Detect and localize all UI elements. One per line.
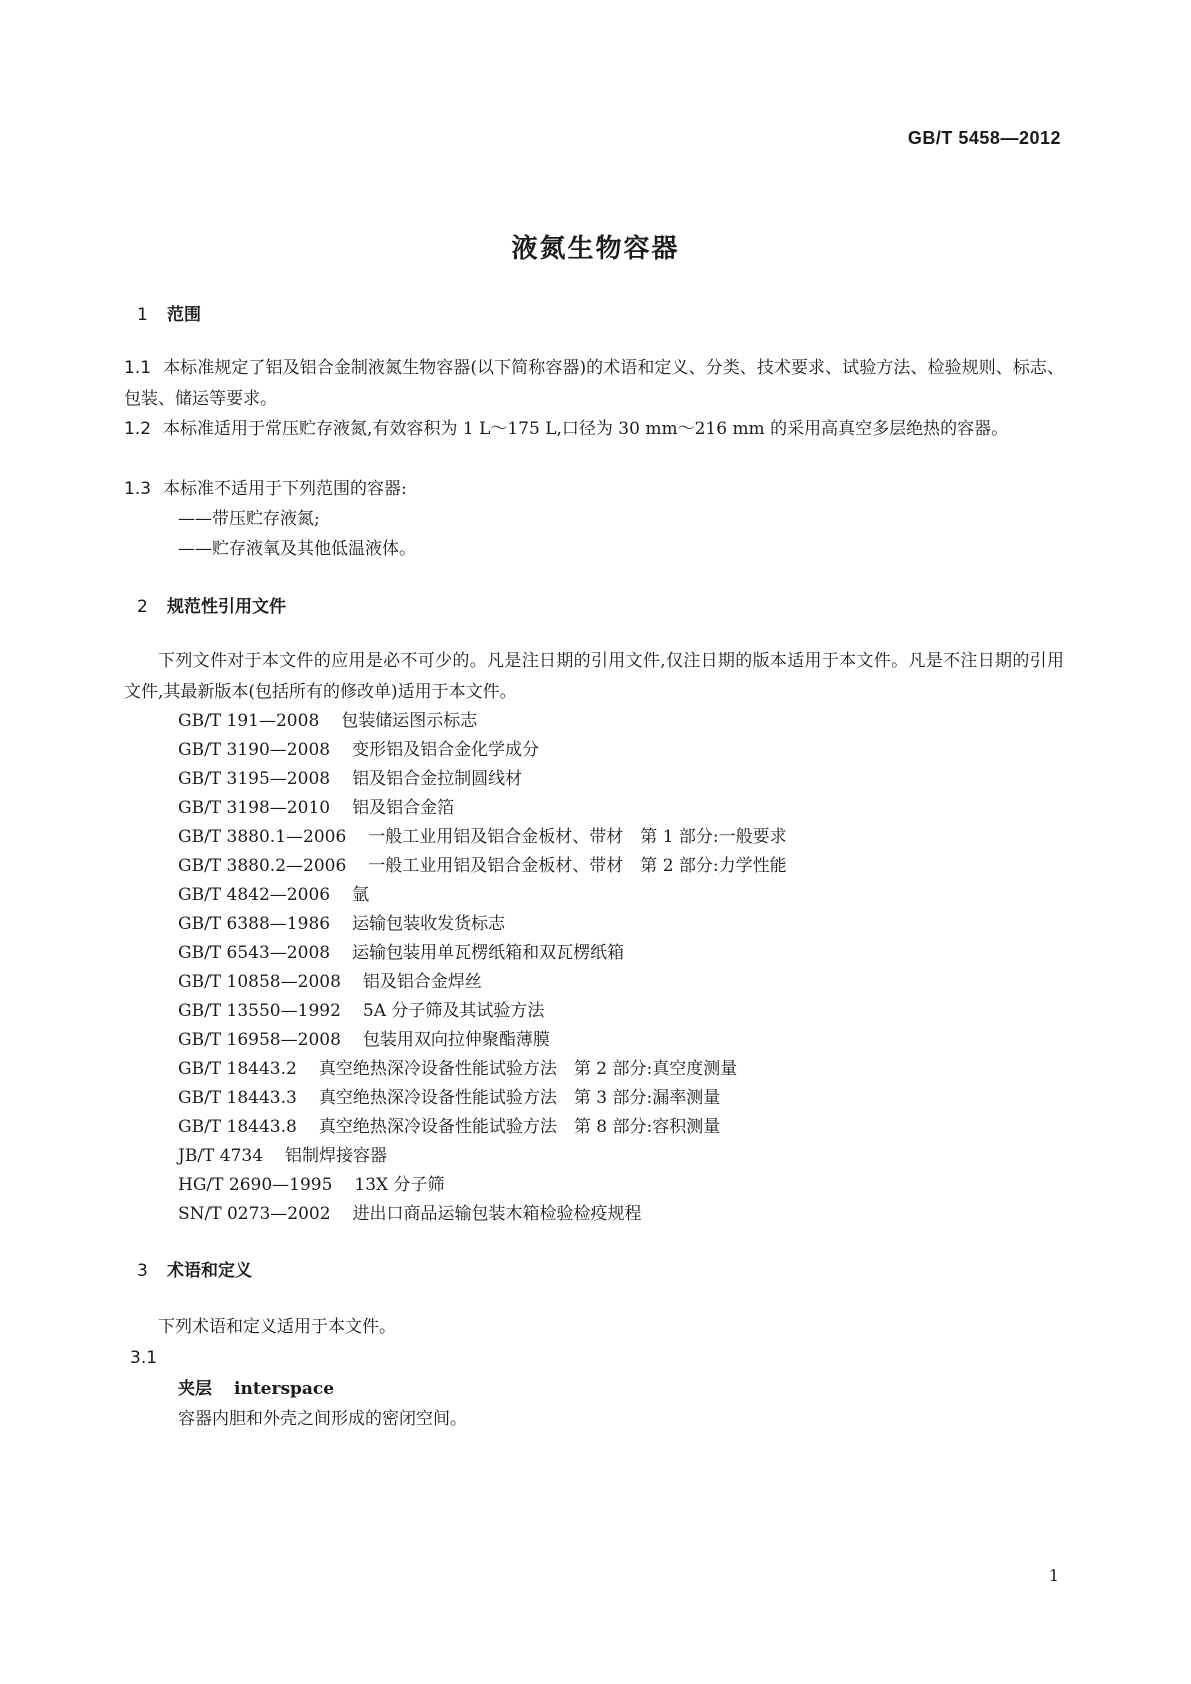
reference-item xyxy=(178,1170,445,1195)
document-title: 液氮生物容器 xyxy=(511,234,680,264)
reference-item xyxy=(178,996,544,1021)
reference-code: GB/T 3198—2010 xyxy=(178,798,331,818)
reference-item xyxy=(178,706,477,731)
reference-item xyxy=(178,967,482,992)
term-english: interspace xyxy=(234,1379,335,1399)
reference-item xyxy=(178,793,454,818)
section-3-heading xyxy=(137,1256,252,1281)
reference-code: GB/T 3195—2008 xyxy=(178,769,331,789)
exclusion-item: ——带压贮存液氮; xyxy=(178,509,320,529)
reference-title: 运输包装用单瓦楞纸箱和双瓦楞纸箱 xyxy=(352,943,625,963)
clause-1-1 xyxy=(124,353,1064,415)
reference-item xyxy=(178,880,369,905)
reference-item xyxy=(178,1112,720,1137)
section-number: 2 xyxy=(137,597,148,617)
reference-title: 运输包装收发货标志 xyxy=(352,914,506,934)
term-definition: 容器内胆和外壳之间形成的密闭空间。 xyxy=(178,1409,467,1429)
reference-item xyxy=(178,764,522,789)
reference-item xyxy=(178,909,505,934)
reference-item xyxy=(178,938,624,963)
reference-title: 进出口商品运输包装木箱检验检疫规程 xyxy=(352,1204,642,1224)
reference-title: 铝制焊接容器 xyxy=(285,1146,388,1166)
clause-number: 1.3 xyxy=(124,479,152,499)
reference-title: 真空绝热深冷设备性能试验方法 第 2 部分:真空度测量 xyxy=(318,1059,738,1079)
reference-item xyxy=(178,1025,550,1050)
section-number: 1 xyxy=(137,305,148,325)
reference-code: HG/T 2690—1995 xyxy=(178,1175,333,1195)
reference-item xyxy=(178,1199,642,1224)
section-title: 规范性引用文件 xyxy=(167,597,286,617)
clause-text: 本标准适用于常压贮存液氮,有效容积为 1 L～175 L,口径为 30 mm～216 mm 的采用高真空多层绝热的容器。 xyxy=(163,419,1009,439)
term-number: 3.1 xyxy=(130,1348,158,1368)
reference-code: GB/T 18443.8 xyxy=(178,1117,297,1137)
clause-text: 本标准规定了铝及铝合金制液氮生物容器(以下简称容器)的术语和定义、分类、技术要求、试验方法、检验规则、标志、包装、储运等要求。 xyxy=(124,358,1064,409)
term-name xyxy=(178,1374,334,1399)
reference-code: GB/T 3190—2008 xyxy=(178,740,331,760)
reference-title: 氩 xyxy=(352,885,370,905)
page-number: 1 xyxy=(1048,1566,1059,1585)
reference-code: GB/T 10858—2008 xyxy=(178,972,341,992)
clause-text: 本标准不适用于下列范围的容器: xyxy=(163,479,407,499)
reference-item xyxy=(178,1054,737,1079)
section-title: 术语和定义 xyxy=(167,1261,252,1281)
reference-code: GB/T 3880.1—2006 xyxy=(178,827,347,847)
reference-title: 变形铝及铝合金化学成分 xyxy=(352,740,540,760)
reference-code: GB/T 3880.2—2006 xyxy=(178,856,347,876)
section-number: 3 xyxy=(137,1261,148,1281)
standard-number: GB/T 5458—2012 xyxy=(907,128,1061,148)
clause-1-3 xyxy=(124,474,1064,505)
reference-title: 真空绝热深冷设备性能试验方法 第 3 部分:漏率测量 xyxy=(318,1088,721,1108)
reference-title: 铝及铝合金箔 xyxy=(352,798,455,818)
reference-title: 一般工业用铝及铝合金板材、带材 第 1 部分:一般要求 xyxy=(368,827,787,847)
term-chinese: 夹层 xyxy=(178,1379,212,1399)
reference-title: 铝及铝合金焊丝 xyxy=(362,972,482,992)
section-2-intro: 下列文件对于本文件的应用是必不可少的。凡是注日期的引用文件,仅注日期的版本适用于本文件。凡是不注日期的引用文件,其最新版本(包括所有的修改单)适用于本文件。 xyxy=(124,651,1064,702)
reference-item xyxy=(178,851,787,876)
section-3-intro: 下列术语和定义适用于本文件。 xyxy=(158,1317,396,1337)
reference-code: GB/T 6388—1986 xyxy=(178,914,331,934)
reference-code: GB/T 18443.2 xyxy=(178,1059,297,1079)
reference-title: 一般工业用铝及铝合金板材、带材 第 2 部分:力学性能 xyxy=(368,856,787,876)
section-title: 范围 xyxy=(167,305,201,325)
reference-code: SN/T 0273—2002 xyxy=(178,1204,331,1224)
reference-title: 真空绝热深冷设备性能试验方法 第 8 部分:容积测量 xyxy=(318,1117,721,1137)
clause-number: 1.1 xyxy=(124,358,152,378)
reference-code: GB/T 13550—1992 xyxy=(178,1001,341,1021)
reference-code: GB/T 6543—2008 xyxy=(178,943,331,963)
reference-item xyxy=(178,1083,720,1108)
section-2-heading xyxy=(137,592,286,617)
reference-code: GB/T 191—2008 xyxy=(178,711,320,731)
clause-number: 1.2 xyxy=(124,419,152,439)
reference-item xyxy=(178,735,539,760)
reference-title: 铝及铝合金拉制圆线材 xyxy=(352,769,523,789)
reference-item xyxy=(178,822,787,847)
reference-code: GB/T 16958—2008 xyxy=(178,1030,341,1050)
reference-title: 5A 分子筛及其试验方法 xyxy=(362,1001,545,1021)
reference-code: JB/T 4734 xyxy=(178,1146,264,1166)
reference-code: GB/T 4842—2006 xyxy=(178,885,331,905)
reference-code: GB/T 18443.3 xyxy=(178,1088,297,1108)
reference-title: 包装用双向拉伸聚酯薄膜 xyxy=(362,1030,550,1050)
section-1-heading xyxy=(137,300,201,325)
exclusion-item: ——贮存液氧及其他低温液体。 xyxy=(178,539,416,559)
reference-title: 包装储运图示标志 xyxy=(341,711,478,731)
reference-title: 13X 分子筛 xyxy=(354,1175,445,1195)
reference-item xyxy=(178,1141,387,1166)
clause-1-2 xyxy=(124,414,1064,445)
